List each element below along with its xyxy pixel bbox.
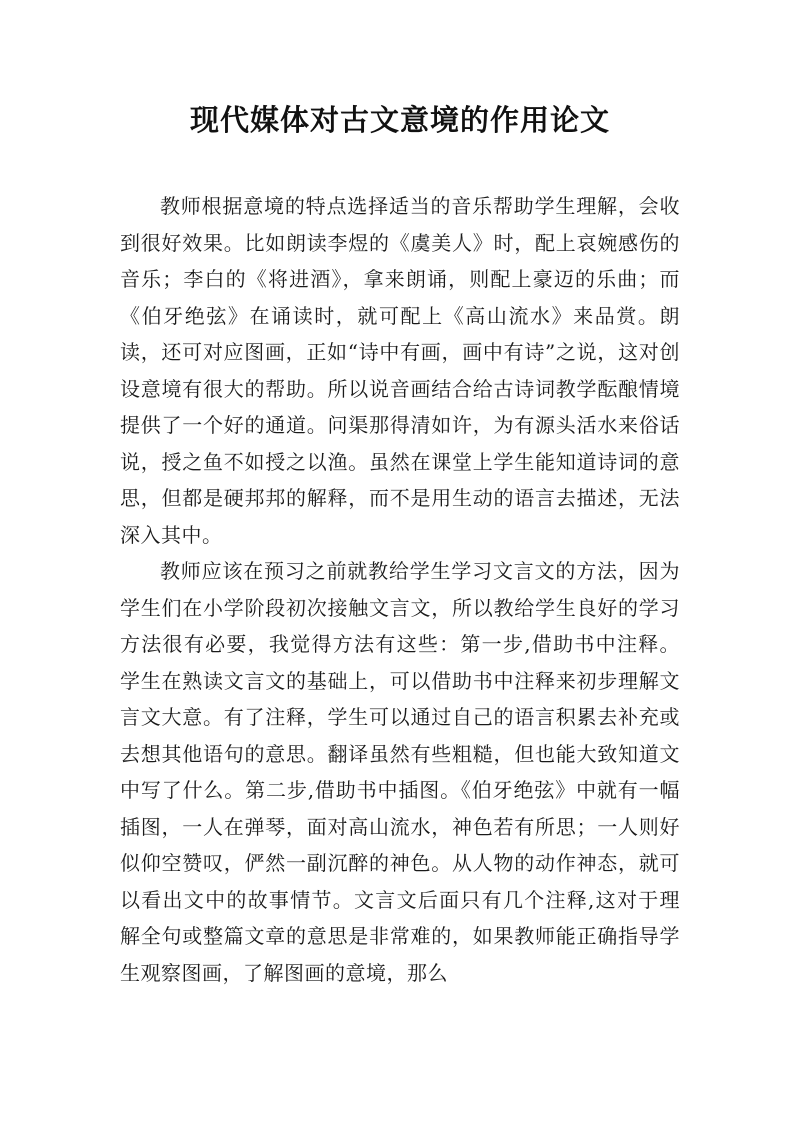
paragraph-1: 教师根据意境的特点选择适当的音乐帮助学生理解，会收到很好效果。比如朗读李煜的《虞美人》时，配上哀婉感伤的音乐；李白的《将进酒》，拿来朗诵，则配上豪迈的乐曲；而《伯牙绝弦》在诵读时，就可配上《高山流水》来品赏。朗读，还可对应图画，正如“诗中有画，画中有诗”之说，这对创设意境有很大的帮助。所以说音画结合给古诗词教学酝酿情境提供了一个好的通道。问渠那得清如许，为有源头活水来俗话说，授之鱼不如授之以渔。虽然在课堂上学生能知道诗词的意思，但都是硬邦邦的解释，而不是用生动的语言去描述，无法深入其中。 — [120, 194, 680, 547]
document-body — [120, 188, 680, 991]
document-title: 现代媒体对古文意境的作用论文 — [189, 103, 610, 137]
paragraph-2: 教师应该在预习之前就教给学生学习文言文的方法，因为学生们在小学阶段初次接触文言文，所以教给学生良好的学习方法很有必要，我觉得方法有这些：第一步,借助书中注释。学生在熟读文言文的基础上，可以借助书中注释来初步理解文言文大意。有了注释，学生可以通过自己的语言积累去补充或去想其他语句的意思。翻译虽然有些粗糙，但也能大致知道文中写了什么。第二步,借助书中插图。《伯牙绝弦》中就有一幅插图，一人在弹琴，面对高山流水，神色若有所思；一人则好似仰空赞叹，俨然一副沉醉的神色。从人物的动作神态，就可以看出文中的故事情节。文言文后面只有几个注释,这对于理解全句或整篇文章的意思是非常难的，如果教师能正确指导学生观察图画，了解图画的意境，那么 — [120, 559, 680, 985]
